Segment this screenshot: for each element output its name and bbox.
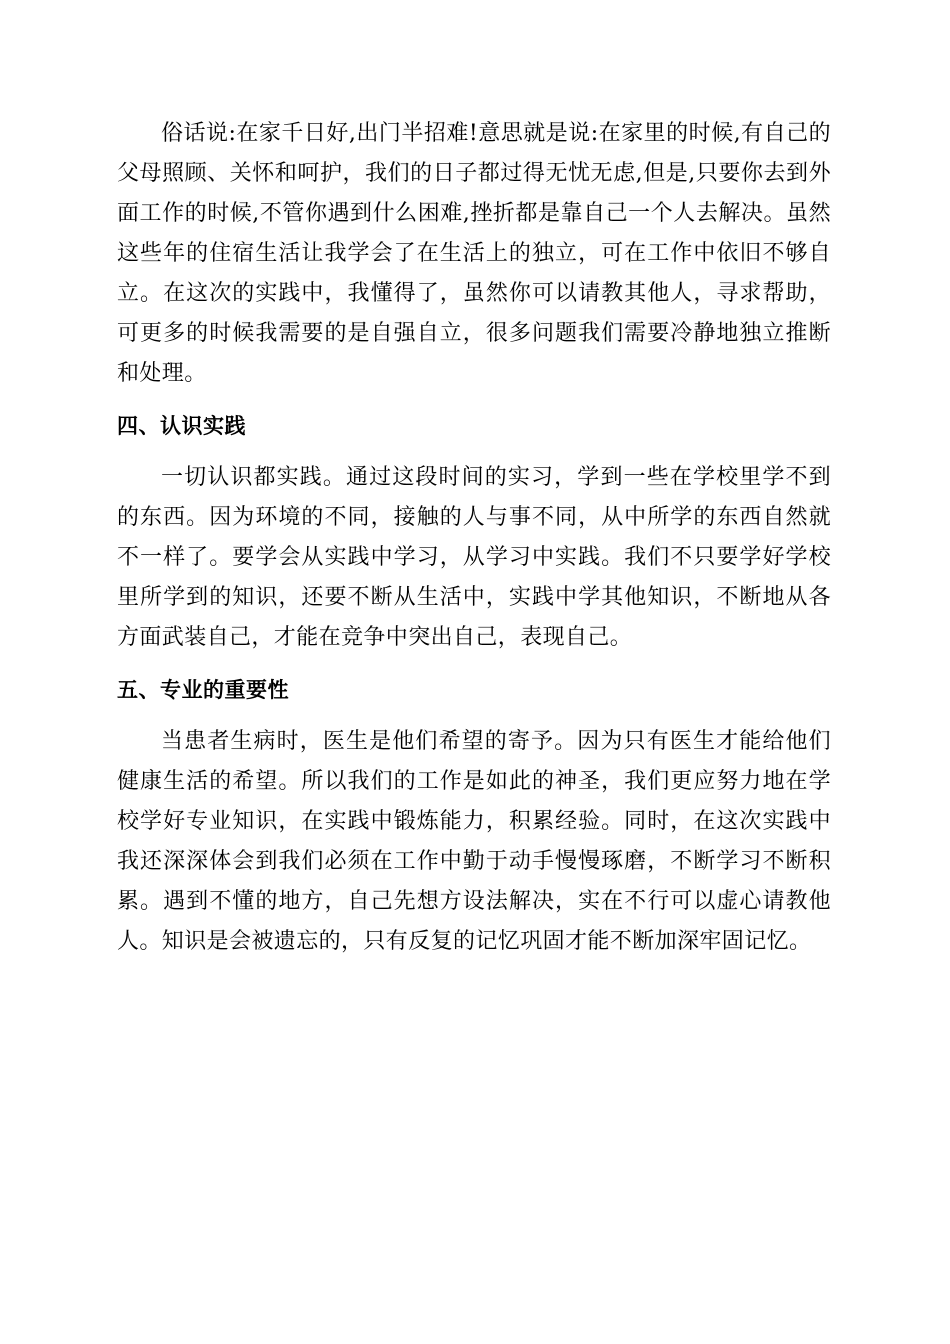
section-4-paragraph: 一切认识都实践。通过这段时间的实习，学到一些在学校里学不到的东西。因为环境的不同，接触的人与事不同，从中所学的东西自然就不一样了。要学会从实践中学习，从学习中实践。我们不只要学好学校里所学到的知识，还要不断从生活中，实践中学其他知识，不断地从各方面武装自己，才能在竞争中突出自己，表现自己。	[117, 465, 831, 650]
section-5-paragraph: 当患者生病时，医生是他们希望的寄予。因为只有医生才能给他们健康生活的希望。所以我们的工作是如此的神圣，我们更应努力地在学校学好专业知识，在实践中锻炼能力，积累经验。同时，在这次实践中我还深深体会到我们必须在工作中勤于动手慢慢琢磨，不断学习不断积累。遇到不懂的地方，自己先想方设法解决，实在不行可以虚心请教他人。知识是会被遗忘的，只有反复的记忆巩固才能不断加深牢固记忆。	[117, 729, 831, 954]
section-5-heading: 五、专业的重要性	[117, 678, 289, 702]
document-body	[117, 114, 831, 962]
intro-paragraph: 俗话说:在家千日好,出门半招难!意思就是说:在家里的时候,有自己的父母照顾、关怀和呵护，我们的日子都过得无忧无虑,但是,只要你去到外面工作的时候,不管你遇到什么困难,挫折都是靠自己一个人去解决。虽然这些年的住宿生活让我学会了在生活上的独立，可在工作中依旧不够自立。在这次的实践中，我懂得了，虽然你可以请教其他人，寻求帮助，可更多的时候我需要的是自强自立，很多问题我们需要冷静地独立推断和处理。	[117, 121, 831, 386]
section-4-heading: 四、认识实践	[117, 414, 246, 438]
